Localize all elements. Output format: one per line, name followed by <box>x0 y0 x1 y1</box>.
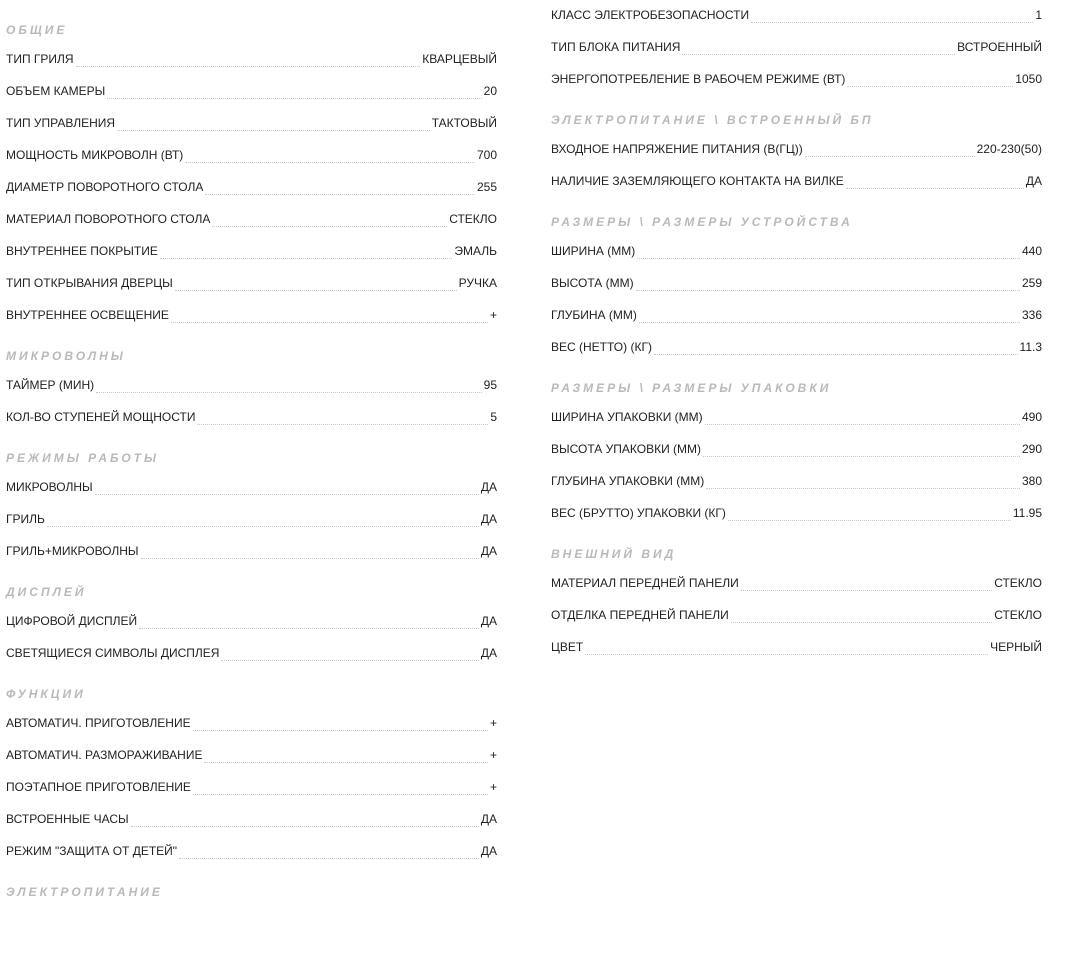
spec-value: ЧЕРНЫЙ <box>990 640 1042 654</box>
spec-column-left <box>6 0 497 900</box>
dotted-leader <box>731 622 992 623</box>
spec-section <box>551 90 1042 192</box>
spec-row <box>551 128 1042 160</box>
spec-row <box>551 492 1042 524</box>
spec-row <box>6 102 497 134</box>
section-title: РАЗМЕРЫ \ РАЗМЕРЫ УСТРОЙСТВА <box>551 215 853 229</box>
section-title: ФУНКЦИИ <box>6 687 86 701</box>
dotted-leader <box>751 22 1033 23</box>
dotted-leader <box>637 258 1020 259</box>
spec-value: ДА <box>480 614 497 628</box>
dotted-leader <box>197 424 488 425</box>
dotted-leader <box>95 494 479 495</box>
dotted-leader <box>705 424 1020 425</box>
spec-name: ВЫСОТА (ММ) <box>551 276 634 290</box>
spec-name: ШИРИНА УПАКОВКИ (ММ) <box>551 410 703 424</box>
spec-value: ДА <box>480 480 497 494</box>
section-title: ДИСПЛЕЙ <box>6 585 87 599</box>
dotted-leader <box>131 826 479 827</box>
dotted-leader <box>171 322 488 323</box>
spec-row <box>6 798 497 830</box>
dotted-leader <box>96 392 481 393</box>
spec-row <box>6 364 497 396</box>
spec-section <box>6 562 497 664</box>
spec-name: МАТЕРИАЛ ПЕРЕДНЕЙ ПАНЕЛИ <box>551 576 739 590</box>
spec-name: ВНУТРЕННЕЕ ПОКРЫТИЕ <box>6 244 158 258</box>
spec-name: ОБЪЕМ КАМЕРЫ <box>6 84 106 98</box>
section-title: ВНЕШНИЙ ВИД <box>551 547 677 561</box>
spec-name: ГРИЛЬ <box>6 512 45 526</box>
spec-value: 20 <box>483 84 497 98</box>
spec-name: ВЕС (БРУТТО) УПАКОВКИ (КГ) <box>551 506 726 520</box>
spec-name: ГЛУБИНА (ММ) <box>551 308 637 322</box>
spec-value: 259 <box>1021 276 1042 290</box>
spec-name: ГРИЛЬ+МИКРОВОЛНЫ <box>6 544 139 558</box>
spec-value: 336 <box>1021 308 1042 322</box>
spec-row <box>551 26 1042 58</box>
spec-row <box>551 396 1042 428</box>
spec-value: ВСТРОЕННЫЙ <box>957 40 1042 54</box>
spec-row <box>6 230 497 262</box>
spec-name: ЦИФРОВОЙ ДИСПЛЕЙ <box>6 614 138 628</box>
spec-value: ДА <box>480 812 497 826</box>
spec-value: 255 <box>476 180 497 194</box>
dotted-leader <box>847 86 1013 87</box>
spec-row <box>551 262 1042 294</box>
spec-name: ВЕС (НЕТТО) (КГ) <box>551 340 652 354</box>
dotted-leader <box>706 488 1020 489</box>
spec-name: КЛАСС ЭЛЕКТРОБЕЗОПАСНОСТИ <box>551 8 750 22</box>
spec-name: ТИП УПРАВЛЕНИЯ <box>6 116 116 130</box>
spec-section <box>6 326 497 428</box>
section-title: РЕЖИМЫ РАБОТЫ <box>6 451 160 465</box>
spec-name: ВХОДНОЕ НАПРЯЖЕНИЕ ПИТАНИЯ (В(ГЦ)) <box>551 142 803 156</box>
spec-section <box>551 358 1042 524</box>
spec-row <box>6 38 497 70</box>
spec-name: АВТОМАТИЧ. РАЗМОРАЖИВАНИЕ <box>6 748 203 762</box>
dotted-leader <box>682 54 955 55</box>
spec-value: ДА <box>480 844 497 858</box>
spec-section <box>6 862 497 899</box>
spec-value: ТАКТОВЫЙ <box>431 116 497 130</box>
spec-name: ТИП ГРИЛЯ <box>6 52 74 66</box>
spec-row <box>551 626 1042 658</box>
spec-row <box>551 230 1042 262</box>
spec-value: 440 <box>1021 244 1042 258</box>
spec-value: 1050 <box>1015 72 1042 86</box>
spec-name: ВЫСОТА УПАКОВКИ (ММ) <box>551 442 702 456</box>
spec-value: ДА <box>480 512 497 526</box>
dotted-leader <box>117 130 430 131</box>
spec-row <box>551 460 1042 492</box>
spec-section <box>6 664 497 862</box>
spec-row <box>6 734 497 766</box>
spec-name: СВЕТЯЩИЕСЯ СИМВОЛЫ ДИСПЛЕЯ <box>6 646 220 660</box>
spec-value: ДА <box>1025 174 1042 188</box>
dotted-leader <box>185 162 475 163</box>
spec-value: ЭМАЛЬ <box>454 244 497 258</box>
spec-value: КВАРЦЕВЫЙ <box>422 52 497 66</box>
spec-section <box>551 192 1042 358</box>
dotted-leader <box>107 98 481 99</box>
dotted-leader <box>76 66 421 67</box>
spec-row <box>551 594 1042 626</box>
spec-name: ТАЙМЕР (МИН) <box>6 378 95 392</box>
spec-section <box>6 0 497 326</box>
section-title: РАЗМЕРЫ \ РАЗМЕРЫ УПАКОВКИ <box>551 381 832 395</box>
spec-row <box>6 70 497 102</box>
spec-section <box>551 524 1042 658</box>
spec-name: НАЛИЧИЕ ЗАЗЕМЛЯЮЩЕГО КОНТАКТА НА ВИЛКЕ <box>551 174 844 188</box>
spec-row <box>6 262 497 294</box>
dotted-leader <box>703 456 1020 457</box>
spec-row <box>6 600 497 632</box>
section-title: ЭЛЕКТРОПИТАНИЕ <box>6 885 163 899</box>
spec-row <box>6 702 497 734</box>
spec-value: 5 <box>490 410 497 424</box>
spec-value: 490 <box>1021 410 1042 424</box>
spec-row <box>6 766 497 798</box>
spec-name: МАТЕРИАЛ ПОВОРОТНОГО СТОЛА <box>6 212 211 226</box>
spec-value: СТЕКЛО <box>994 576 1042 590</box>
spec-value: СТЕКЛО <box>994 608 1042 622</box>
spec-name: МОЩНОСТЬ МИКРОВОЛН (ВТ) <box>6 148 184 162</box>
dotted-leader <box>728 520 1011 521</box>
dotted-leader <box>654 354 1018 355</box>
spec-name: ГЛУБИНА УПАКОВКИ (ММ) <box>551 474 705 488</box>
spec-name: ВНУТРЕННЕЕ ОСВЕЩЕНИЕ <box>6 308 169 322</box>
spec-row <box>551 294 1042 326</box>
dotted-leader <box>805 156 975 157</box>
dotted-leader <box>205 194 475 195</box>
spec-name: АВТОМАТИЧ. ПРИГОТОВЛЕНИЕ <box>6 716 191 730</box>
dotted-leader <box>846 188 1024 189</box>
dotted-leader <box>141 558 479 559</box>
section-title: ЭЛЕКТРОПИТАНИЕ \ ВСТРОЕННЫЙ БП <box>551 113 874 127</box>
dotted-leader <box>221 660 478 661</box>
spec-section <box>6 428 497 562</box>
spec-name: ЭНЕРГОПОТРЕБЛЕНИЕ В РАБОЧЕМ РЕЖИМЕ (ВТ) <box>551 72 846 86</box>
spec-row <box>551 0 1042 26</box>
spec-name: ВСТРОЕННЫЕ ЧАСЫ <box>6 812 129 826</box>
spec-row <box>551 428 1042 460</box>
dotted-leader <box>160 258 453 259</box>
spec-value: 220-230(50) <box>976 142 1042 156</box>
spec-name: ДИАМЕТР ПОВОРОТНОГО СТОЛА <box>6 180 204 194</box>
spec-row <box>6 530 497 562</box>
spec-name: РЕЖИМ "ЗАЩИТА ОТ ДЕТЕЙ" <box>6 844 178 858</box>
dotted-leader <box>175 290 457 291</box>
section-title: МИКРОВОЛНЫ <box>6 349 126 363</box>
spec-value: 380 <box>1021 474 1042 488</box>
spec-section <box>551 0 1042 90</box>
spec-value: СТЕКЛО <box>449 212 497 226</box>
spec-row <box>6 498 497 530</box>
spec-value: + <box>489 716 497 730</box>
spec-row <box>551 58 1042 90</box>
spec-name: МИКРОВОЛНЫ <box>6 480 93 494</box>
dotted-leader <box>636 290 1020 291</box>
spec-row <box>6 396 497 428</box>
dotted-leader <box>139 628 479 629</box>
dotted-leader <box>204 762 488 763</box>
spec-row <box>6 466 497 498</box>
spec-name: ПОЭТАПНОЕ ПРИГОТОВЛЕНИЕ <box>6 780 191 794</box>
spec-row <box>551 562 1042 594</box>
spec-value: + <box>489 780 497 794</box>
spec-row <box>6 830 497 862</box>
spec-column-right <box>551 0 1042 658</box>
spec-value: 1 <box>1035 8 1042 22</box>
spec-value: ДА <box>480 544 497 558</box>
spec-row <box>6 166 497 198</box>
dotted-leader <box>47 526 479 527</box>
dotted-leader <box>193 794 488 795</box>
spec-value: + <box>489 748 497 762</box>
spec-value: 11.95 <box>1012 506 1042 520</box>
spec-name: ЦВЕТ <box>551 640 584 654</box>
spec-value: ДА <box>480 646 497 660</box>
spec-value: 11.3 <box>1019 340 1042 354</box>
dotted-leader <box>193 730 488 731</box>
spec-row <box>551 160 1042 192</box>
dotted-leader <box>212 226 447 227</box>
spec-value: РУЧКА <box>458 276 497 290</box>
spec-row <box>6 134 497 166</box>
spec-row <box>551 326 1042 358</box>
dotted-leader <box>741 590 992 591</box>
spec-row <box>6 632 497 664</box>
spec-row <box>6 294 497 326</box>
spec-name: ШИРИНА (ММ) <box>551 244 636 258</box>
spec-name: КОЛ-ВО СТУПЕНЕЙ МОЩНОСТИ <box>6 410 196 424</box>
spec-value: 290 <box>1021 442 1042 456</box>
dotted-leader <box>585 654 988 655</box>
section-title: ОБЩИЕ <box>6 23 68 37</box>
dotted-leader <box>639 322 1020 323</box>
spec-row <box>6 198 497 230</box>
spec-name: ОТДЕЛКА ПЕРЕДНЕЙ ПАНЕЛИ <box>551 608 729 622</box>
spec-name: ТИП БЛОКА ПИТАНИЯ <box>551 40 681 54</box>
spec-value: 95 <box>483 378 497 392</box>
dotted-leader <box>179 858 479 859</box>
spec-name: ТИП ОТКРЫВАНИЯ ДВЕРЦЫ <box>6 276 173 290</box>
spec-value: + <box>489 308 497 322</box>
spec-value: 700 <box>476 148 497 162</box>
